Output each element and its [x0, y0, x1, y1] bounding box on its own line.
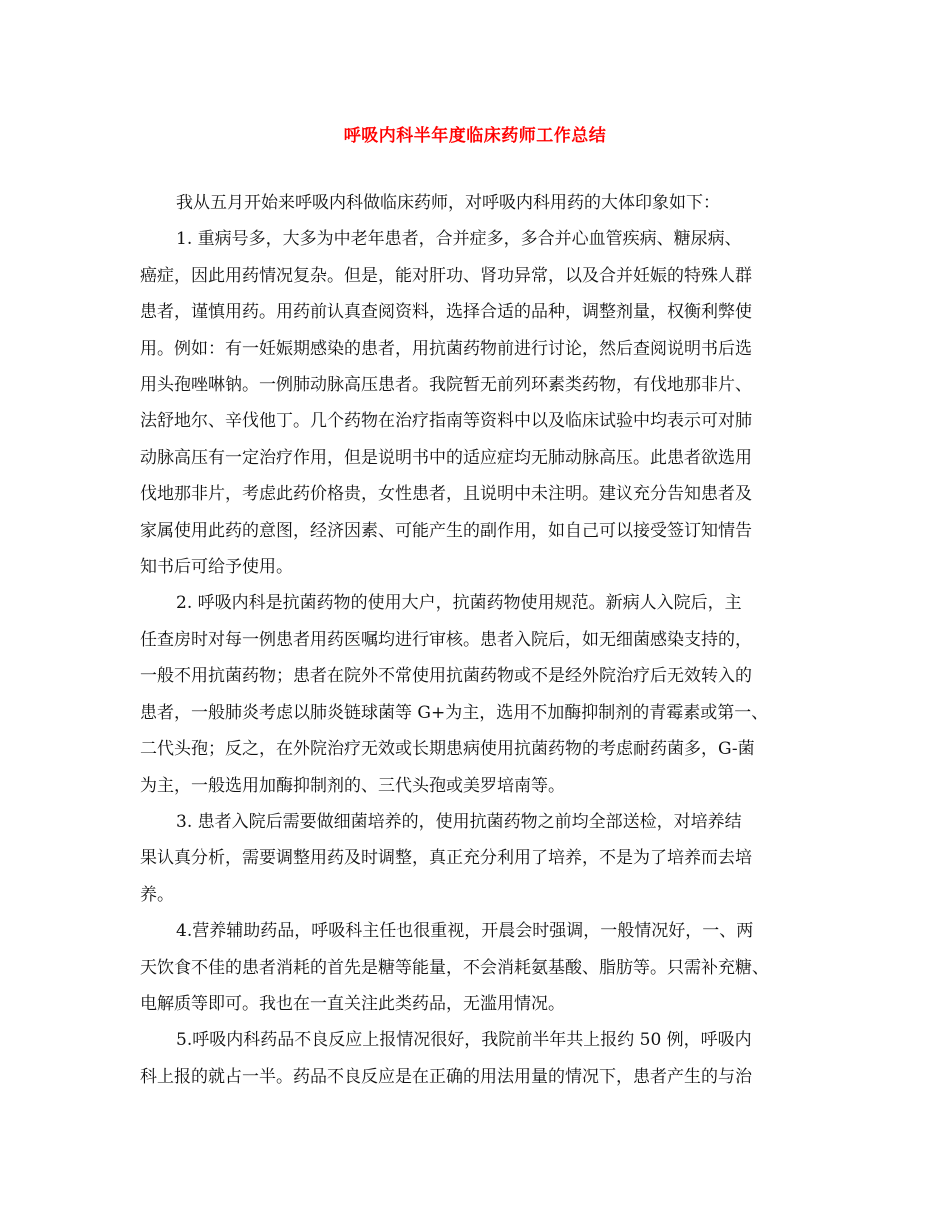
paragraph	[140, 1022, 826, 1095]
paragraph	[140, 585, 826, 803]
text-line: 知书后可给予使用。	[140, 557, 293, 578]
text-line: 养。	[140, 884, 174, 905]
text-line: 1. 重病号多，大多为中老年患者，合并症多，多合并心血管疾病、糖尿病、	[176, 229, 742, 250]
paragraph	[140, 913, 826, 1022]
text-line: 癌症，因此用药情况复杂。但是，能对肝功、肾功异常，以及合并妊娠的特殊人群	[140, 265, 752, 286]
text-line: 2. 呼吸内科是抗菌药物的使用大户，抗菌药物使用规范。新病人入院后，主	[176, 593, 742, 614]
text-line: 患者，一般肺炎考虑以肺炎链球菌等 G+为主，选用不加酶抑制剂的青霉素或第一、	[140, 702, 769, 723]
text-line: 伐地那非片，考虑此药价格贵，女性患者，且说明中未注明。建议充分告知患者及	[140, 484, 752, 505]
text-line: 果认真分析，需要调整用药及时调整，真正充分利用了培养，不是为了培养而去培	[140, 848, 752, 869]
text-line: 5.呼吸内科药品不良反应上报情况很好，我院前半年共上报约 50 例，呼吸内	[176, 1030, 752, 1051]
text-line: 任查房时对每一例患者用药医嘱均进行审核。患者入院后，如无细菌感染支持的，	[140, 629, 752, 650]
text-line: 电解质等即可。我也在一直关注此类药品，无滥用情况。	[140, 993, 565, 1014]
text-line: 患者，谨慎用药。用药前认真查阅资料，选择合适的品种，调整剂量，权衡利弊使	[140, 302, 752, 323]
text-line: 4.营养辅助药品，呼吸科主任也很重视，开晨会时强调，一般情况好，一、两	[176, 921, 754, 942]
text-line: 家属使用此药的意图，经济因素、可能产生的副作用，如自己可以接受签订知情告	[140, 520, 752, 541]
text-line: 动脉高压有一定治疗作用，但是说明书中的适应症均无肺动脉高压。此患者欲选用	[140, 447, 752, 468]
paragraph	[140, 221, 826, 585]
text-line: 为主，一般选用加酶抑制剂的、三代头孢或美罗培南等。	[140, 775, 565, 796]
text-line: 法舒地尔、辛伐他丁。几个药物在治疗指南等资料中以及临床试验中均表示可对肺	[140, 411, 752, 432]
text-line: 我从五月开始来呼吸内科做临床药师，对呼吸内科用药的大体印象如下：	[176, 193, 720, 213]
text-line: 用头孢唑啉钠。一例肺动脉高压患者。我院暂无前列环素类药物，有伐地那非片、	[140, 375, 752, 396]
text-line: 用。例如：有一妊娠期感染的患者，用抗菌药物前进行讨论，然后查阅说明书后选	[140, 338, 752, 359]
text-line: 二代头孢；反之，在外院治疗无效或长期患病使用抗菌药物的考虑耐药菌多，G-菌	[140, 739, 755, 760]
text-line: 3. 患者入院后需要做细菌培养的，使用抗菌药物之前均全部送检，对培养结	[176, 811, 742, 832]
document-body	[140, 185, 826, 1095]
paragraph	[140, 185, 826, 221]
text-line: 一般不用抗菌药物；患者在院外不常使用抗菌药物或不是经外院治疗后无效转入的	[140, 666, 752, 687]
paragraph	[140, 804, 826, 913]
text-line: 科上报的就占一半。药品不良反应是在正确的用法用量的情况下，患者产生的与治	[140, 1066, 752, 1087]
document-title: 呼吸内科半年度临床药师工作总结	[343, 126, 607, 146]
text-line: 天饮食不佳的患者消耗的首先是糖等能量，不会消耗氨基酸、脂肪等。只需补充糖、	[140, 957, 769, 978]
